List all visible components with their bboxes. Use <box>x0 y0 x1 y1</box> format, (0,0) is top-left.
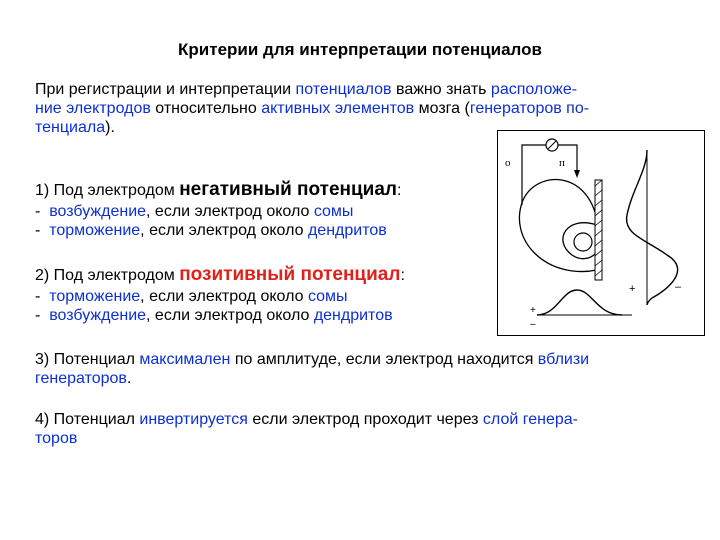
text: ). <box>105 119 115 136</box>
text: . <box>126 370 132 387</box>
label-minus-bottom: – <box>530 319 536 330</box>
term-inverts: инвертируется <box>139 411 248 428</box>
criterion-2 <box>35 265 405 325</box>
text: мозга ( <box>414 100 470 117</box>
label-o: о <box>505 157 511 169</box>
term-soma: сомы <box>313 203 354 220</box>
term-generators-part2: тенциала <box>35 119 106 136</box>
text: , если электрод около <box>140 222 308 239</box>
text: 1) Под электродом <box>35 182 180 199</box>
term-near-part2: генераторов <box>35 370 127 387</box>
text: по амплитуде, если электрод находится <box>230 351 538 368</box>
term-generators-part1: генераторов по- <box>469 100 590 117</box>
term-soma: сомы <box>307 288 348 305</box>
term-electrode-position-part2: ние электродов <box>35 100 151 117</box>
text: 3) Потенциал <box>35 351 140 368</box>
label-plus-bottom: + <box>530 305 536 316</box>
term-maximal: максимален <box>139 351 231 368</box>
label-plus-top: + <box>629 283 636 295</box>
term-generator-layer-part2: торов <box>35 430 78 447</box>
text: важно знать <box>391 81 491 98</box>
term-potentials: потенциалов <box>295 81 392 98</box>
dash: - <box>35 288 45 305</box>
term-dendrites: дендритов <box>307 222 387 239</box>
term-inhibition: торможение <box>49 222 141 239</box>
criterion-4 <box>35 410 655 448</box>
intro-lines <box>35 80 655 137</box>
text: , если электрод около <box>146 307 314 324</box>
text: , если электрод около <box>146 203 314 220</box>
term-positive-potential: позитивный потенциал <box>179 264 401 285</box>
text: : <box>400 267 405 284</box>
term-dendrites: дендритов <box>313 307 393 324</box>
text: относительно <box>150 100 262 117</box>
criterion-3 <box>35 350 655 388</box>
text: При регистрации и интерпретации <box>35 81 296 98</box>
text: : <box>397 182 402 199</box>
term-near-part1: вблизи <box>537 351 590 368</box>
text: 2) Под электродом <box>35 267 180 284</box>
page-title: Критерии для интерпретации потенциалов <box>178 40 542 59</box>
label-p: п <box>559 157 565 169</box>
electrode-diagram <box>497 130 705 336</box>
dash: - <box>35 222 45 239</box>
term-excitation: возбуждение <box>49 307 147 324</box>
term-generator-layer-part1: слой генера- <box>482 411 578 428</box>
dash: - <box>35 203 45 220</box>
text: если электрод проходит через <box>247 411 483 428</box>
criterion-1 <box>35 180 401 240</box>
dash: - <box>35 307 45 324</box>
term-inhibition: торможение <box>49 288 141 305</box>
term-negative-potential: негативный потенциал <box>179 179 397 200</box>
term-active-elements: активных элементов <box>261 100 415 117</box>
term-excitation: возбуждение <box>49 203 147 220</box>
label-minus-top: – <box>675 281 682 293</box>
text: 4) Потенциал <box>35 411 140 428</box>
text: , если электрод около <box>140 288 308 305</box>
term-electrode-position-part1: расположе- <box>490 81 578 98</box>
